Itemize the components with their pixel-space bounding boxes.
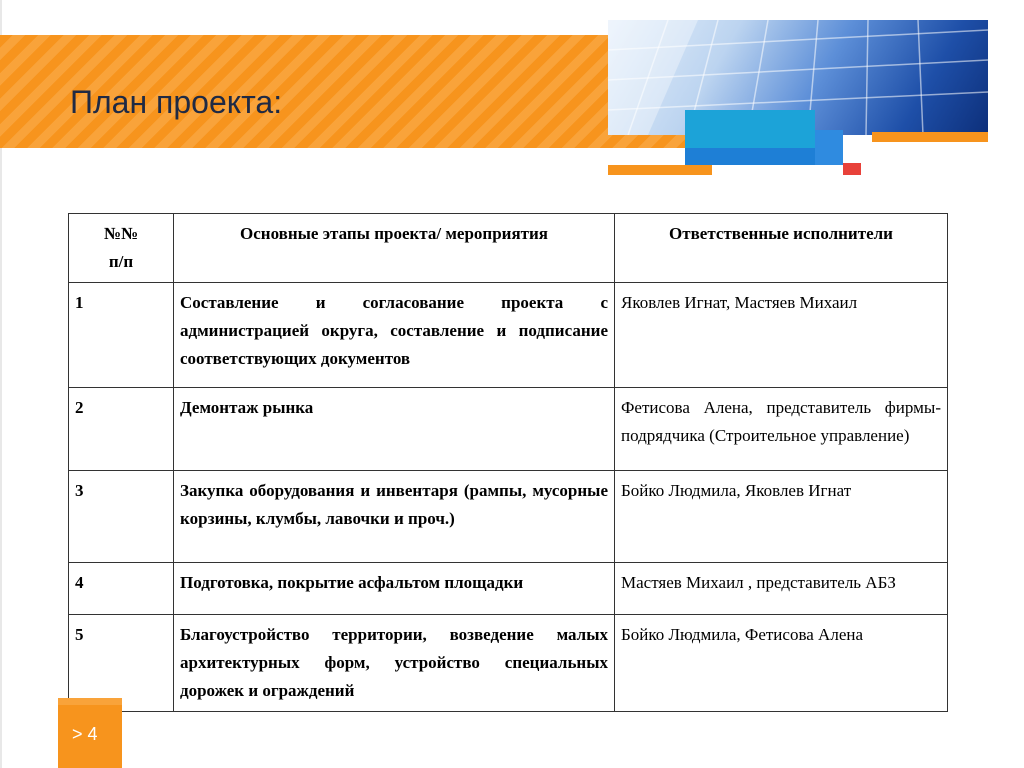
page-number: > 4 — [72, 724, 98, 744]
decor-block-red — [843, 163, 861, 175]
header-number — [69, 214, 174, 283]
row-responsible: Яковлев Игнат, Мастяев Михаил — [615, 283, 948, 388]
decor-bar-orange — [608, 165, 712, 175]
table-header-row — [69, 214, 948, 283]
row-stage: Составление и согласование проекта с администрацией округа, составление и подписание соответствующих документов — [174, 283, 615, 388]
table-row — [69, 563, 948, 615]
row-number: 3 — [69, 471, 174, 563]
row-number: 2 — [69, 388, 174, 471]
slide-title: План проекта: — [70, 84, 283, 120]
table-row — [69, 388, 948, 471]
row-responsible: Бойко Людмила, Фетисова Алена — [615, 615, 948, 712]
page-number-badge — [58, 698, 122, 768]
project-plan-table — [68, 213, 948, 712]
decor-block-blue-small — [815, 130, 843, 165]
decor-bar-orange-right — [872, 132, 988, 142]
row-responsible: Бойко Людмила, Яковлев Игнат — [615, 471, 948, 563]
table-row — [69, 471, 948, 563]
badge-top-strip — [58, 698, 122, 705]
row-stage: Закупка оборудования и инвентаря (рампы, мусорные корзины, клумбы, лавочки и проч.) — [174, 471, 615, 563]
row-stage: Благоустройство территории, возведение малых архитектурных форм, устройство специальных дорожек и ограждений — [174, 615, 615, 712]
header-number-line2: п/п — [108, 252, 134, 271]
row-number: 4 — [69, 563, 174, 615]
header-responsible: Ответственные исполнители — [615, 214, 948, 283]
row-stage: Демонтаж рынка — [174, 388, 615, 471]
table-row — [69, 283, 948, 388]
header-number-line1: №№ — [103, 224, 139, 243]
header-stage: Основные этапы проекта/ мероприятия — [174, 214, 615, 283]
row-responsible: Фетисова Алена, представитель фирмы-подрядчика (Строительное управление) — [615, 388, 948, 471]
row-stage: Подготовка, покрытие асфальтом площадки — [174, 563, 615, 615]
decor-block-cyan — [685, 110, 815, 148]
row-number: 5 — [69, 615, 174, 712]
row-responsible: Мастяев Михаил , представитель АБЗ — [615, 563, 948, 615]
table-row — [69, 615, 948, 712]
row-number: 1 — [69, 283, 174, 388]
